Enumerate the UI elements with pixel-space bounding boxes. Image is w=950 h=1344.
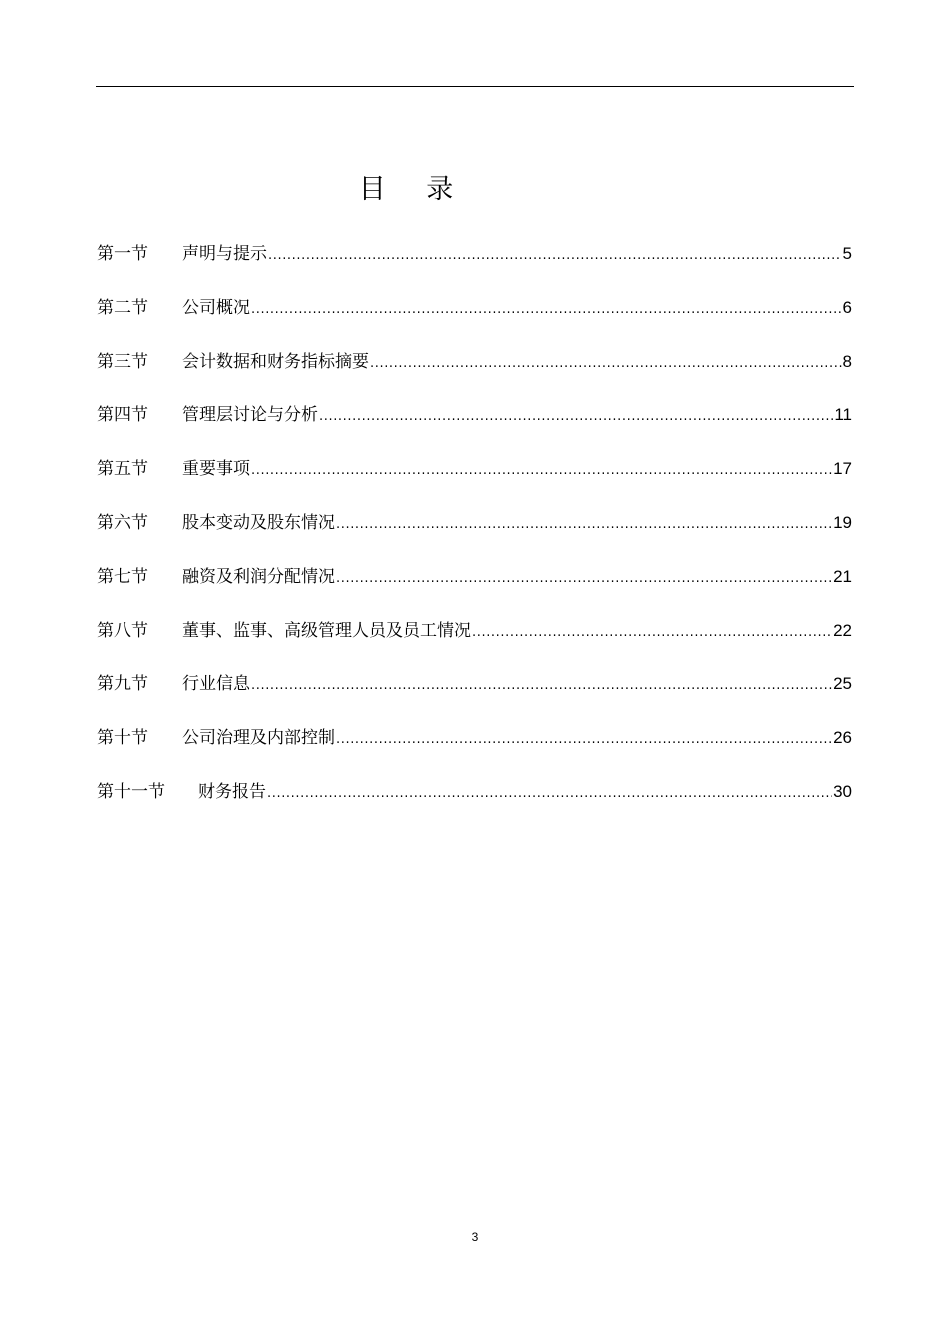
toc-dot-leader: [251, 670, 832, 702]
toc-entry-section-10[interactable]: [97, 722, 852, 776]
toc-page-number: 30: [833, 781, 852, 801]
toc-section-title: 声明与提示: [182, 244, 267, 264]
toc-dot-leader: [251, 294, 842, 326]
toc-entry-section-5[interactable]: [97, 453, 852, 507]
toc-section-number: 第六节: [97, 512, 148, 533]
toc-section-title: 公司概况: [182, 297, 250, 318]
toc-dot-leader: [267, 778, 832, 810]
toc-section-number: 第四节: [97, 405, 148, 426]
toc-section-title: 融资及利润分配情况: [182, 566, 335, 587]
toc-dot-leader: [319, 401, 833, 433]
toc-section-number: 第十一节: [97, 781, 165, 802]
toc-dot-leader: [336, 724, 832, 756]
toc-entry-section-1[interactable]: [97, 238, 852, 292]
toc-entry-section-2[interactable]: [97, 292, 852, 346]
toc-section-number: 第八节: [97, 620, 148, 641]
toc-section-title: 会计数据和财务指标摘要: [182, 351, 369, 372]
toc-section-number: 第九节: [97, 674, 148, 695]
toc-section-title: 公司治理及内部控制: [182, 728, 335, 749]
toc-entry-section-9[interactable]: [97, 668, 852, 722]
toc-page-number: 8: [842, 351, 852, 371]
toc-section-title: 重要事项: [182, 459, 250, 480]
toc-section-number: 第十节: [97, 728, 148, 749]
toc-entry-section-6[interactable]: [97, 507, 852, 561]
toc-entry-section-11[interactable]: [97, 776, 852, 830]
toc-section-title: 行业信息: [182, 674, 250, 695]
page-title: 目 录: [358, 174, 470, 205]
toc-section-title: 股本变动及股东情况: [182, 512, 335, 533]
toc-section-number: 第一节: [97, 244, 148, 264]
page-footer-number: 3: [471, 1230, 479, 1244]
toc-page-number: 22: [833, 620, 852, 640]
toc-section-number: 第七节: [97, 566, 148, 587]
toc-section-number: 第三节: [97, 351, 148, 372]
table-of-contents: [97, 238, 852, 830]
toc-section-title: 董事、监事、高级管理人员及员工情况: [182, 620, 471, 641]
toc-dot-leader: [251, 455, 832, 487]
toc-page-number: 6: [842, 297, 852, 317]
toc-entry-section-4[interactable]: [97, 399, 852, 453]
toc-page-number: 5: [842, 244, 852, 263]
toc-dot-leader: [472, 617, 832, 649]
toc-section-number: 第二节: [97, 297, 148, 318]
toc-dot-leader: [336, 509, 832, 541]
toc-page-number: 11: [834, 405, 852, 425]
toc-dot-leader: [336, 563, 832, 595]
toc-section-title: 财务报告: [198, 781, 266, 802]
header-rule: [96, 86, 854, 87]
toc-dot-leader: [268, 240, 842, 272]
toc-page-number: 17: [833, 459, 852, 479]
toc-section-title: 管理层讨论与分析: [182, 405, 318, 426]
toc-page-number: 25: [833, 674, 852, 694]
toc-dot-leader: [370, 348, 842, 380]
toc-section-number: 第五节: [97, 459, 148, 480]
toc-page-number: 26: [833, 728, 852, 748]
toc-page-number: 21: [833, 566, 852, 586]
toc-entry-section-8[interactable]: [97, 615, 852, 669]
toc-entry-section-7[interactable]: [97, 561, 852, 615]
toc-page-number: 19: [833, 512, 852, 532]
toc-entry-section-3[interactable]: [97, 346, 852, 400]
